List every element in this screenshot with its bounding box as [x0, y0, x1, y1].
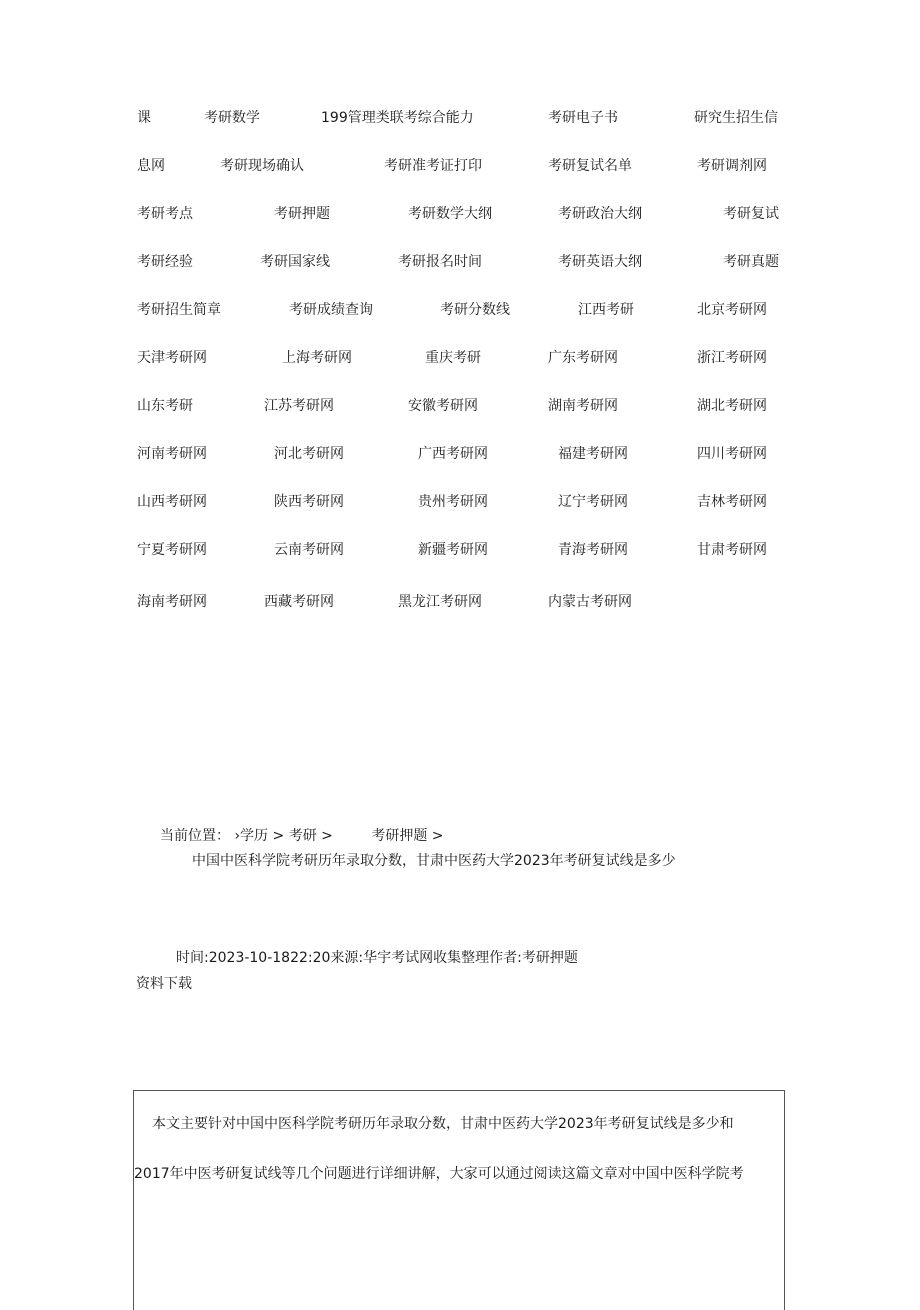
nav-link[interactable]: 考研准考证打印 [384, 158, 482, 174]
article-intro-line: 本文主要针对中国中医科学院考研历年录取分数，甘肃中医药大学2023年考研复试线是多少和 [152, 1116, 734, 1132]
breadcrumb-separator: > [272, 828, 285, 844]
nav-link[interactable]: 云南考研网 [274, 542, 344, 558]
nav-link[interactable]: 考研经验 [137, 254, 193, 270]
page-title: 中国中医科学院考研历年录取分数，甘肃中医药大学2023年考研复试线是多少 [192, 853, 676, 869]
breadcrumb-link-xueli[interactable]: ›学历 [234, 828, 269, 844]
nav-link[interactable]: 考研考点 [137, 206, 193, 222]
nav-row [0, 539, 920, 561]
breadcrumb-separator: > [431, 828, 444, 844]
nav-link[interactable]: 广东考研网 [548, 350, 618, 366]
nav-link[interactable]: 内蒙古考研网 [548, 594, 632, 610]
article-intro-box [133, 1090, 785, 1310]
nav-row [0, 591, 920, 613]
nav-link[interactable]: 考研成绩查询 [289, 302, 373, 318]
nav-link[interactable]: 天津考研网 [137, 350, 207, 366]
nav-row [0, 395, 920, 417]
nav-link[interactable]: 考研政治大纲 [558, 206, 642, 222]
nav-link[interactable]: 宁夏考研网 [137, 542, 207, 558]
nav-link[interactable]: 海南考研网 [137, 594, 207, 610]
nav-link[interactable]: 研究生招生信 [694, 110, 778, 126]
nav-link[interactable]: 考研调剂网 [697, 158, 767, 174]
breadcrumb-separator: > [321, 828, 333, 844]
nav-link[interactable]: 上海考研网 [282, 350, 352, 366]
nav-row [0, 251, 920, 273]
nav-link[interactable]: 考研分数线 [440, 302, 510, 318]
nav-link[interactable]: 河南考研网 [137, 446, 207, 462]
nav-link[interactable]: 考研国家线 [260, 254, 330, 270]
breadcrumb-prefix: 当前位置： [160, 828, 230, 844]
nav-link[interactable]: 考研英语大纲 [558, 254, 642, 270]
breadcrumb-link-kaoyan[interactable]: 考研 [288, 828, 317, 844]
nav-link[interactable]: 重庆考研 [425, 350, 481, 366]
nav-link[interactable]: 黑龙江考研网 [398, 594, 482, 610]
nav-link[interactable]: 考研数学大纲 [408, 206, 492, 222]
nav-link[interactable]: 考研现场确认 [220, 158, 304, 174]
article-intro-line: 2017年中医考研复试线等几个问题进行详细讲解，大家可以通过阅读这篇文章对中国中医科学院考 [134, 1166, 744, 1182]
nav-link[interactable]: 辽宁考研网 [558, 494, 628, 510]
nav-link[interactable]: 考研数学 [204, 110, 260, 126]
download-link[interactable]: 资料下载 [136, 976, 192, 992]
nav-link[interactable]: 北京考研网 [697, 302, 767, 318]
nav-link[interactable]: 课 [137, 110, 151, 126]
nav-link[interactable]: 江苏考研网 [264, 398, 334, 414]
nav-link[interactable]: 甘肃考研网 [697, 542, 767, 558]
nav-link[interactable]: 湖南考研网 [548, 398, 618, 414]
nav-link[interactable]: 山西考研网 [137, 494, 207, 510]
nav-row [0, 347, 920, 369]
nav-link[interactable]: 四川考研网 [697, 446, 767, 462]
nav-row [0, 299, 920, 321]
nav-link[interactable]: 江西考研 [578, 302, 634, 318]
nav-link[interactable]: 考研招生简章 [137, 302, 221, 318]
breadcrumb-link-yati[interactable]: 考研押题 [371, 828, 428, 844]
nav-link[interactable]: 浙江考研网 [697, 350, 767, 366]
nav-link[interactable]: 广西考研网 [418, 446, 488, 462]
breadcrumb [160, 825, 444, 847]
nav-link[interactable]: 福建考研网 [558, 446, 628, 462]
nav-link[interactable]: 山东考研 [137, 398, 193, 414]
nav-link[interactable]: 湖北考研网 [697, 398, 767, 414]
nav-link[interactable]: 安徽考研网 [408, 398, 478, 414]
nav-link[interactable]: 贵州考研网 [418, 494, 488, 510]
nav-row [0, 203, 920, 225]
nav-link[interactable]: 陕西考研网 [274, 494, 344, 510]
nav-row [0, 491, 920, 513]
nav-row [0, 155, 920, 177]
nav-link[interactable]: 考研报名时间 [398, 254, 482, 270]
nav-link[interactable]: 河北考研网 [274, 446, 344, 462]
nav-link[interactable]: 西藏考研网 [264, 594, 334, 610]
nav-row [0, 443, 920, 465]
nav-link[interactable]: 青海考研网 [558, 542, 628, 558]
nav-link[interactable]: 考研复试名单 [548, 158, 632, 174]
nav-link[interactable]: 考研真题 [723, 254, 779, 270]
nav-link[interactable]: 考研押题 [274, 206, 330, 222]
nav-row [0, 107, 920, 129]
nav-link[interactable]: 考研复试 [723, 206, 779, 222]
nav-link[interactable]: 吉林考研网 [697, 494, 767, 510]
article-meta: 时间:2023-10-1822:20来源:华宇考试网收集整理作者:考研押题 [176, 950, 578, 966]
nav-link[interactable]: 息网 [137, 158, 165, 174]
nav-link[interactable]: 新疆考研网 [418, 542, 488, 558]
nav-link[interactable]: 199管理类联考综合能力 [321, 110, 474, 126]
nav-link[interactable]: 考研电子书 [548, 110, 618, 126]
